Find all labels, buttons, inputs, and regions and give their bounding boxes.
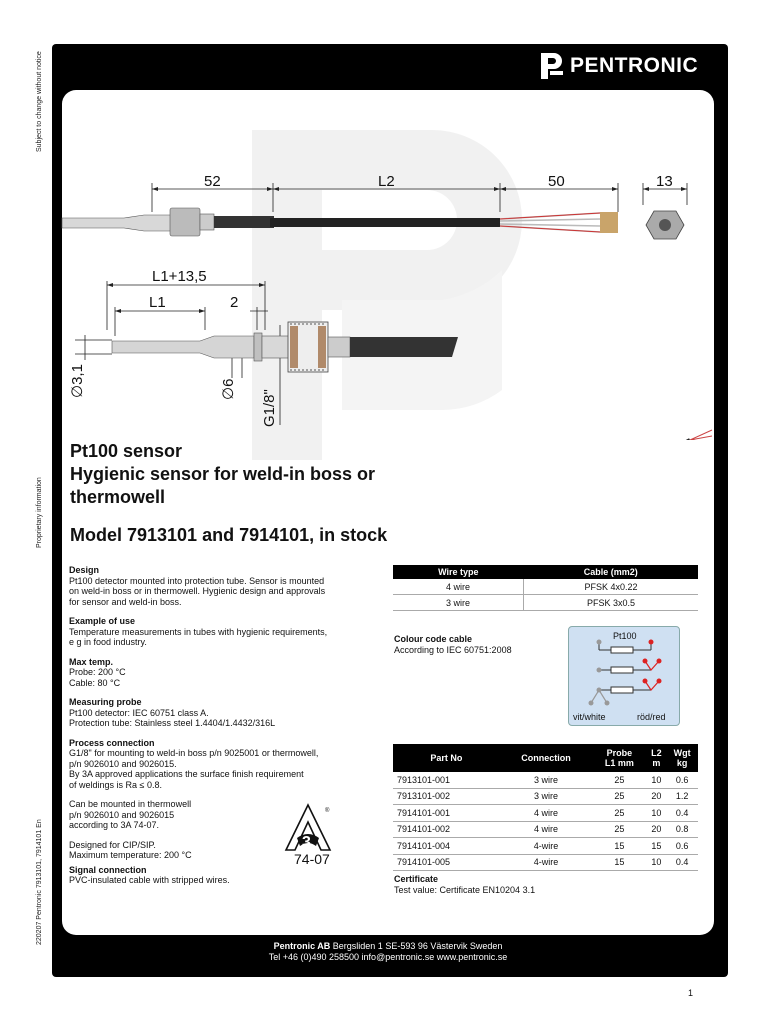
table-cell: 1.2 [666,788,698,805]
sensor-photo [510,430,712,440]
wire-type-cell: 4 wire [393,579,524,595]
table-cell: 4-wire [500,854,593,871]
colour-code-diagram [568,626,680,726]
table-row [393,772,698,788]
table-cell: 3 wire [500,788,593,805]
badge-caption: 74-07 [294,851,330,867]
process-heading: Process connection [69,737,155,748]
table-cell: 25 [592,805,646,822]
table-row [393,579,698,595]
dim-g1-8: G1/8" [261,389,278,427]
table-cell: 7914101-002 [393,821,500,838]
process-text-4: of weldings is Ra ≤ 0.8. [69,779,162,790]
table-cell: 3 wire [500,772,593,788]
example-text-2: e g in food industry. [69,637,147,647]
table-header-row [393,565,698,579]
footer-address [62,941,714,952]
probe-text-2: Protection tube: Stainless steel 1.4404/1.4432/316L [69,718,276,728]
certificate-heading: Certificate [394,874,439,884]
dim-diameter-6: ∅6 [220,378,237,400]
footer [62,941,714,963]
probe-text-1: Pt100 detector: IEC 60751 class A. [69,707,209,718]
colour-code-heading: Colour code cable [394,634,473,644]
table-cell: 0.6 [666,772,698,788]
design-text-1: Pt100 detector mounted into protection tube. Sensor is mounted [69,575,325,586]
table-cell: 0.6 [666,838,698,855]
table-cell: 10 [647,854,667,871]
probe-heading: Measuring probe [69,697,142,707]
table-cell: 7913101-001 [393,772,500,788]
parts-table [393,744,698,871]
header-probe: Probe L1 mm [592,744,646,772]
example-text-1: Temperature measurements in tubes with hygienic requirements, [69,626,328,637]
dim-13: 13 [656,173,673,190]
dim-2: 2 [230,294,239,311]
cip-text-2: Maximum temperature: 200 °C [69,850,192,860]
thermowell-text-2: p/n 9026010 and 9026015 [69,809,175,820]
process-text-2: p/n 9026010 and 9026015. [69,758,177,769]
header-part-no: Part No [393,744,500,772]
table-cell: 20 [647,788,667,805]
process-text-3: By 3A approved applications the surface finish requirement [69,769,304,779]
table-cell: 0.4 [666,854,698,871]
dim-50: 50 [548,173,565,190]
product-title [70,440,450,509]
cip-text-1: Designed for CIP/SIP. [69,839,156,850]
badge-number: 3 [302,834,311,851]
signal-heading: Signal connection [69,864,147,875]
table-cell: 25 [592,821,646,838]
table-row [393,788,698,805]
dim-52: 52 [204,173,221,190]
table-header-row [393,744,698,772]
page-number: 1 [688,988,694,998]
3a-sanitary-badge [283,802,333,852]
signal-text: PVC-insulated cable with stripped wires. [69,875,230,885]
header-l2: L2 m [647,744,667,772]
title-line-1: Pt100 sensor [70,441,183,461]
footer-contact: Tel +46 (0)490 258500 info@pentronic.se www.pentronic.se [268,952,508,962]
header-weight: Wgt kg [666,744,698,772]
title-line-2: Hygienic sensor for weld-in boss or [70,464,376,484]
dim-diameter-3-1: ∅3,1 [69,364,86,398]
example-heading: Example of use [69,616,136,626]
brand-name: PENTRONIC [570,54,699,77]
design-text-2: on weld-in boss or in thermowell. Hygienic design and approvals [69,586,326,596]
sensor-side-view [62,208,618,236]
design-heading: Design [69,565,100,575]
max-temp-cable: Cable: 80 °C [69,677,121,688]
header-cable: Cable (mm2) [524,565,698,579]
table-cell: 25 [592,772,646,788]
pt100-label: Pt100 [613,631,637,641]
cable-cell: PFSK 4x0.22 [524,579,698,595]
process-text-1: G1/8" for mounting to weld-in boss p/n 9025001 or thermowell, [69,748,319,758]
title-line-3: thermowell [70,487,166,507]
table-cell: 25 [592,788,646,805]
table-cell: 20 [647,821,667,838]
colour-code-text: According to IEC 60751:2008 [394,645,512,655]
table-cell: 15 [647,838,667,855]
table-cell: 15 [592,854,646,871]
colour-code-section [394,634,512,656]
table-cell: 10 [647,805,667,822]
side-note-document-id: 220207 Pentronic 7913101, 7914101 En [36,819,43,945]
max-temp-heading: Max temp. [69,656,114,667]
side-note-proprietary: Proprietary information [36,477,43,548]
table-cell: 0.4 [666,805,698,822]
table-cell: 7913101-002 [393,788,500,805]
table-cell: 4 wire [500,805,593,822]
wiring-schematic [569,627,679,725]
header-connection: Connection [500,744,593,772]
white-label: vit/white [573,712,606,722]
table-cell: 4-wire [500,838,593,855]
sensor-detail-view [112,322,458,372]
dim-l2: L2 [378,173,395,190]
table-cell: 7914101-005 [393,854,500,871]
table-cell: 15 [592,838,646,855]
side-note-subject-to-change: Subject to change without notice [36,51,43,152]
technical-drawing [0,0,768,440]
wire-type-cell: 3 wire [393,595,524,611]
certificate-text: Test value: Certificate EN10204 3.1 [394,885,536,895]
table-row [393,854,698,871]
cable-cell: PFSK 3x0.5 [524,595,698,611]
red-label: röd/red [637,712,666,722]
dim-l1: L1 [149,294,166,311]
design-text-3: for sensor and weld-in boss. [69,596,182,607]
footer-company: Pentronic AB [273,941,331,951]
wire-type-table [393,565,698,611]
table-row [393,805,698,822]
registered-mark: ® [325,808,330,814]
table-cell: 7914101-004 [393,838,500,855]
max-temp-probe: Probe: 200 °C [69,667,126,677]
table-row [393,821,698,838]
table-cell: 10 [647,772,667,788]
model-heading: Model 7913101 and 7914101, in stock [70,525,388,545]
hex-end-view [646,211,684,239]
thermowell-text-3: according to 3A 74-07. [69,820,160,830]
table-row [393,838,698,855]
header-wire-type: Wire type [393,565,524,579]
table-row [393,595,698,611]
table-cell: 0.8 [666,821,698,838]
thermowell-text-1: Can be mounted in thermowell [69,799,192,809]
table-cell: 4 wire [500,821,593,838]
dim-l1-plus: L1+13,5 [152,268,207,285]
certificate-section [394,874,535,896]
table-cell: 7914101-001 [393,805,500,822]
footer-address-text: Bergsliden 1 SE-593 96 Västervik Sweden [330,941,503,951]
